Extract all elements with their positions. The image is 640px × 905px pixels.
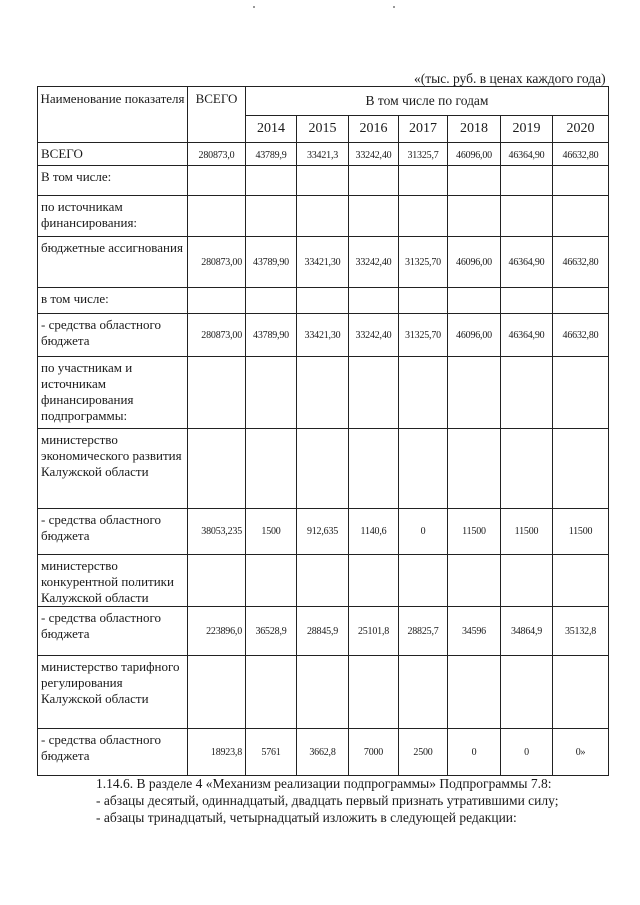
- following-paragraph: - абзацы десятый, одиннадцатый, двадцать первый признать утратившими силу;: [96, 793, 559, 808]
- row-year-cell-2019: [501, 288, 553, 314]
- row-year-cell-2014: 5761: [246, 729, 297, 776]
- row-year-cell-2018: 11500: [448, 509, 501, 555]
- row-year-cell-2017: 0: [399, 509, 448, 555]
- row-year-cell-2019: 34864,9: [501, 607, 553, 656]
- header-year-2018: 2018: [448, 116, 501, 143]
- row-year-cell-2016: [349, 357, 399, 429]
- row-label-cell: ВСЕГО: [38, 143, 188, 166]
- row-year-cell-2018: [448, 196, 501, 237]
- row-year-cell-2020: [553, 555, 609, 607]
- following-paragraph: 1.14.6. В разделе 4 «Механизм реализации подпрограммы» Подпрограммы 7.8:: [96, 776, 552, 791]
- row-year-cell-2019: 46364,90: [501, 143, 553, 166]
- row-label-cell: бюджетные ассигнования: [38, 237, 188, 288]
- table-row: [38, 143, 609, 166]
- header-name-cell: Наименование показателя: [38, 87, 188, 143]
- row-year-cell-2015: 33421,30: [297, 237, 349, 288]
- row-year-cell-2015: [297, 429, 349, 509]
- row-year-cell-2020: [553, 357, 609, 429]
- row-label-cell: министерство экономического развития Калужской области: [38, 429, 188, 509]
- row-year-cell-2019: 0: [501, 729, 553, 776]
- row-year-cell-2015: 3662,8: [297, 729, 349, 776]
- row-total-cell: [188, 288, 246, 314]
- row-total-cell: 280873,00: [188, 314, 246, 357]
- table-row: [38, 656, 609, 729]
- row-label-cell: в том числе:: [38, 288, 188, 314]
- table-row: [38, 237, 609, 288]
- header-total-cell: ВСЕГО: [188, 87, 246, 143]
- table-row: [38, 429, 609, 509]
- row-year-cell-2019: 46364,90: [501, 237, 553, 288]
- row-year-cell-2018: [448, 357, 501, 429]
- header-year-2017: 2017: [399, 116, 448, 143]
- following-paragraph: - абзацы тринадцатый, четырнадцатый изложить в следующей редакции:: [96, 810, 517, 825]
- row-year-cell-2020: 46632,80: [553, 237, 609, 288]
- row-total-cell: 280873,00: [188, 237, 246, 288]
- table-row: [38, 288, 609, 314]
- row-year-cell-2017: 31325,70: [399, 237, 448, 288]
- row-total-cell: [188, 656, 246, 729]
- row-year-cell-2015: 33421,3: [297, 143, 349, 166]
- row-year-cell-2017: [399, 288, 448, 314]
- row-year-cell-2020: [553, 656, 609, 729]
- row-year-cell-2016: [349, 166, 399, 196]
- table-body: [38, 143, 609, 776]
- row-year-cell-2014: [246, 357, 297, 429]
- row-label-cell: - средства областного бюджета: [38, 729, 188, 776]
- row-total-cell: [188, 166, 246, 196]
- row-total-cell: 18923,8: [188, 729, 246, 776]
- row-total-cell: [188, 357, 246, 429]
- row-year-cell-2020: 35132,8: [553, 607, 609, 656]
- row-label-cell: В том числе:: [38, 166, 188, 196]
- row-year-cell-2017: [399, 555, 448, 607]
- row-year-cell-2019: [501, 429, 553, 509]
- table-row: [38, 166, 609, 196]
- row-year-cell-2017: [399, 357, 448, 429]
- row-year-cell-2016: [349, 288, 399, 314]
- row-year-cell-2018: [448, 288, 501, 314]
- row-year-cell-2017: [399, 656, 448, 729]
- row-year-cell-2015: [297, 166, 349, 196]
- row-year-cell-2017: 2500: [399, 729, 448, 776]
- row-year-cell-2018: 0: [448, 729, 501, 776]
- unit-caption: «(тыс. руб. в ценах каждого года): [414, 71, 606, 86]
- row-year-cell-2019: [501, 357, 553, 429]
- row-year-cell-2014: [246, 555, 297, 607]
- row-label-cell: по участникам и источникам финансирования подпрограммы:: [38, 357, 188, 429]
- row-year-cell-2015: 912,635: [297, 509, 349, 555]
- row-year-cell-2017: 31325,70: [399, 314, 448, 357]
- row-year-cell-2019: [501, 555, 553, 607]
- row-year-cell-2020: [553, 196, 609, 237]
- header-years-title: В том числе по годам: [246, 87, 609, 116]
- row-year-cell-2015: [297, 656, 349, 729]
- row-total-cell: 280873,0: [188, 143, 246, 166]
- header-year-2015: 2015: [297, 116, 349, 143]
- row-year-cell-2014: [246, 196, 297, 237]
- row-year-cell-2014: [246, 288, 297, 314]
- financing-table: [37, 86, 609, 776]
- row-year-cell-2017: 28825,7: [399, 607, 448, 656]
- scan-speck: [253, 6, 255, 8]
- row-year-cell-2015: [297, 288, 349, 314]
- row-year-cell-2014: 43789,90: [246, 237, 297, 288]
- table-row: [38, 607, 609, 656]
- row-year-cell-2014: 43789,9: [246, 143, 297, 166]
- row-year-cell-2016: 33242,40: [349, 143, 399, 166]
- row-year-cell-2016: 1140,6: [349, 509, 399, 555]
- row-year-cell-2020: [553, 288, 609, 314]
- row-year-cell-2020: 46632,80: [553, 143, 609, 166]
- row-label-cell: - средства областного бюджета: [38, 607, 188, 656]
- header-year-2019: 2019: [501, 116, 553, 143]
- table-row: [38, 509, 609, 555]
- row-label-cell: по источникам финансирования:: [38, 196, 188, 237]
- row-year-cell-2019: [501, 656, 553, 729]
- header-year-2014: 2014: [246, 116, 297, 143]
- table-row: [38, 729, 609, 776]
- row-year-cell-2019: 11500: [501, 509, 553, 555]
- row-year-cell-2018: [448, 656, 501, 729]
- row-total-cell: 223896,0: [188, 607, 246, 656]
- row-year-cell-2015: 28845,9: [297, 607, 349, 656]
- row-year-cell-2015: 33421,30: [297, 314, 349, 357]
- row-year-cell-2020: 11500: [553, 509, 609, 555]
- row-year-cell-2016: 25101,8: [349, 607, 399, 656]
- row-year-cell-2018: 34596: [448, 607, 501, 656]
- row-year-cell-2015: [297, 196, 349, 237]
- row-year-cell-2016: 7000: [349, 729, 399, 776]
- header-year-2020: 2020: [553, 116, 609, 143]
- row-year-cell-2018: 46096,00: [448, 237, 501, 288]
- row-year-cell-2016: 33242,40: [349, 237, 399, 288]
- row-year-cell-2016: [349, 196, 399, 237]
- row-year-cell-2017: 31325,7: [399, 143, 448, 166]
- table-row: [38, 314, 609, 357]
- row-year-cell-2014: 1500: [246, 509, 297, 555]
- row-year-cell-2018: [448, 429, 501, 509]
- row-year-cell-2015: [297, 357, 349, 429]
- row-year-cell-2019: 46364,90: [501, 314, 553, 357]
- row-label-cell: министерство тарифного регулирования Калужской области: [38, 656, 188, 729]
- row-year-cell-2014: [246, 656, 297, 729]
- row-year-cell-2014: [246, 166, 297, 196]
- following-text: [96, 775, 616, 826]
- row-year-cell-2018: [448, 555, 501, 607]
- row-total-cell: [188, 429, 246, 509]
- row-year-cell-2017: [399, 166, 448, 196]
- row-label-cell: - средства областного бюджета: [38, 509, 188, 555]
- row-year-cell-2019: [501, 196, 553, 237]
- table-header: [38, 87, 609, 143]
- row-total-cell: 38053,235: [188, 509, 246, 555]
- header-year-2016: 2016: [349, 116, 399, 143]
- row-label-cell: - средства областного бюджета: [38, 314, 188, 357]
- row-total-cell: [188, 196, 246, 237]
- row-year-cell-2016: [349, 555, 399, 607]
- table-row: [38, 357, 609, 429]
- row-year-cell-2014: 36528,9: [246, 607, 297, 656]
- row-year-cell-2016: [349, 656, 399, 729]
- row-year-cell-2020: 46632,80: [553, 314, 609, 357]
- row-year-cell-2020: 0»: [553, 729, 609, 776]
- row-year-cell-2016: [349, 429, 399, 509]
- row-year-cell-2017: [399, 196, 448, 237]
- row-year-cell-2015: [297, 555, 349, 607]
- row-year-cell-2020: [553, 429, 609, 509]
- row-year-cell-2019: [501, 166, 553, 196]
- row-year-cell-2014: 43789,90: [246, 314, 297, 357]
- row-year-cell-2018: 46096,00: [448, 143, 501, 166]
- row-year-cell-2018: 46096,00: [448, 314, 501, 357]
- row-year-cell-2014: [246, 429, 297, 509]
- row-label-cell: министерство конкурентной политики Калужской области: [38, 555, 188, 607]
- row-year-cell-2020: [553, 166, 609, 196]
- table-row: [38, 196, 609, 237]
- scan-speck: [393, 6, 395, 8]
- row-year-cell-2018: [448, 166, 501, 196]
- row-year-cell-2017: [399, 429, 448, 509]
- row-total-cell: [188, 555, 246, 607]
- row-year-cell-2016: 33242,40: [349, 314, 399, 357]
- table-row: [38, 555, 609, 607]
